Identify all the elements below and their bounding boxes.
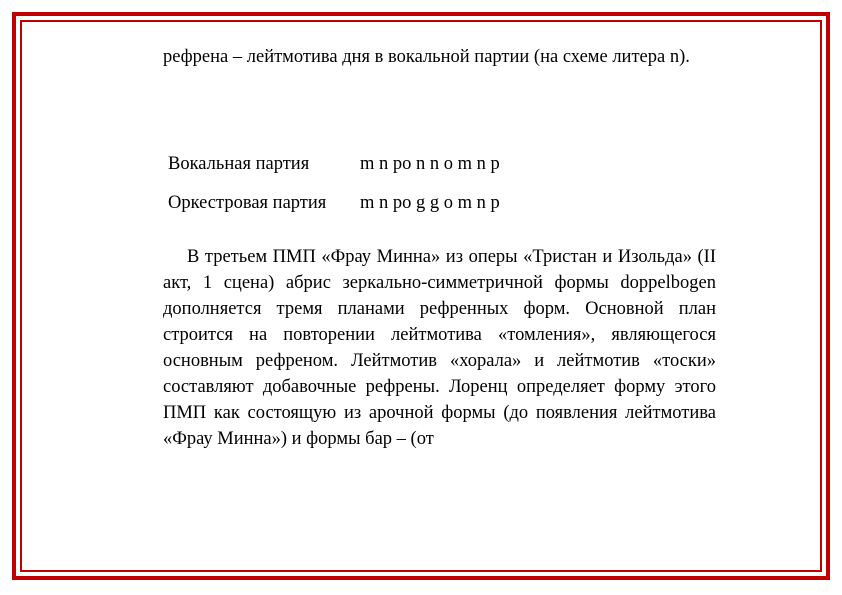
scheme-row-orchestra: [168, 178, 500, 228]
paragraph-main: В третьем ПМП «Фрау Минна» из оперы «Тристан и Изольда» (II акт, 1 сцена) абрис зеркально-симметричной формы doppelbogen дополняется тремя планами рефренных форм. Основной план строится на повторении лейтмотива «томления», являющегося основным рефреном. Лейтмотив «хорала» и лейтмотив «тоски» составляют добавочные рефрены. Лоренц определяет форму этого ПМП как состоящую из арочной формы (до появления лейтмотива «Фрау Минна») и формы бар – (от: [163, 247, 716, 449]
paragraph-intro: рефрена – лейтмотива дня в вокальной партии (на схеме литера n).: [163, 47, 690, 67]
scheme-row-label: Оркестровая партия: [168, 193, 327, 213]
scheme-row-code: m n po g g o m n p: [360, 193, 500, 213]
leitmotif-scheme-table: [168, 150, 500, 228]
scheme-row-code: m n po n n o m n p: [360, 154, 500, 174]
scheme-row-vocal: [168, 150, 500, 178]
scheme-row-label: Вокальная партия: [168, 154, 310, 174]
